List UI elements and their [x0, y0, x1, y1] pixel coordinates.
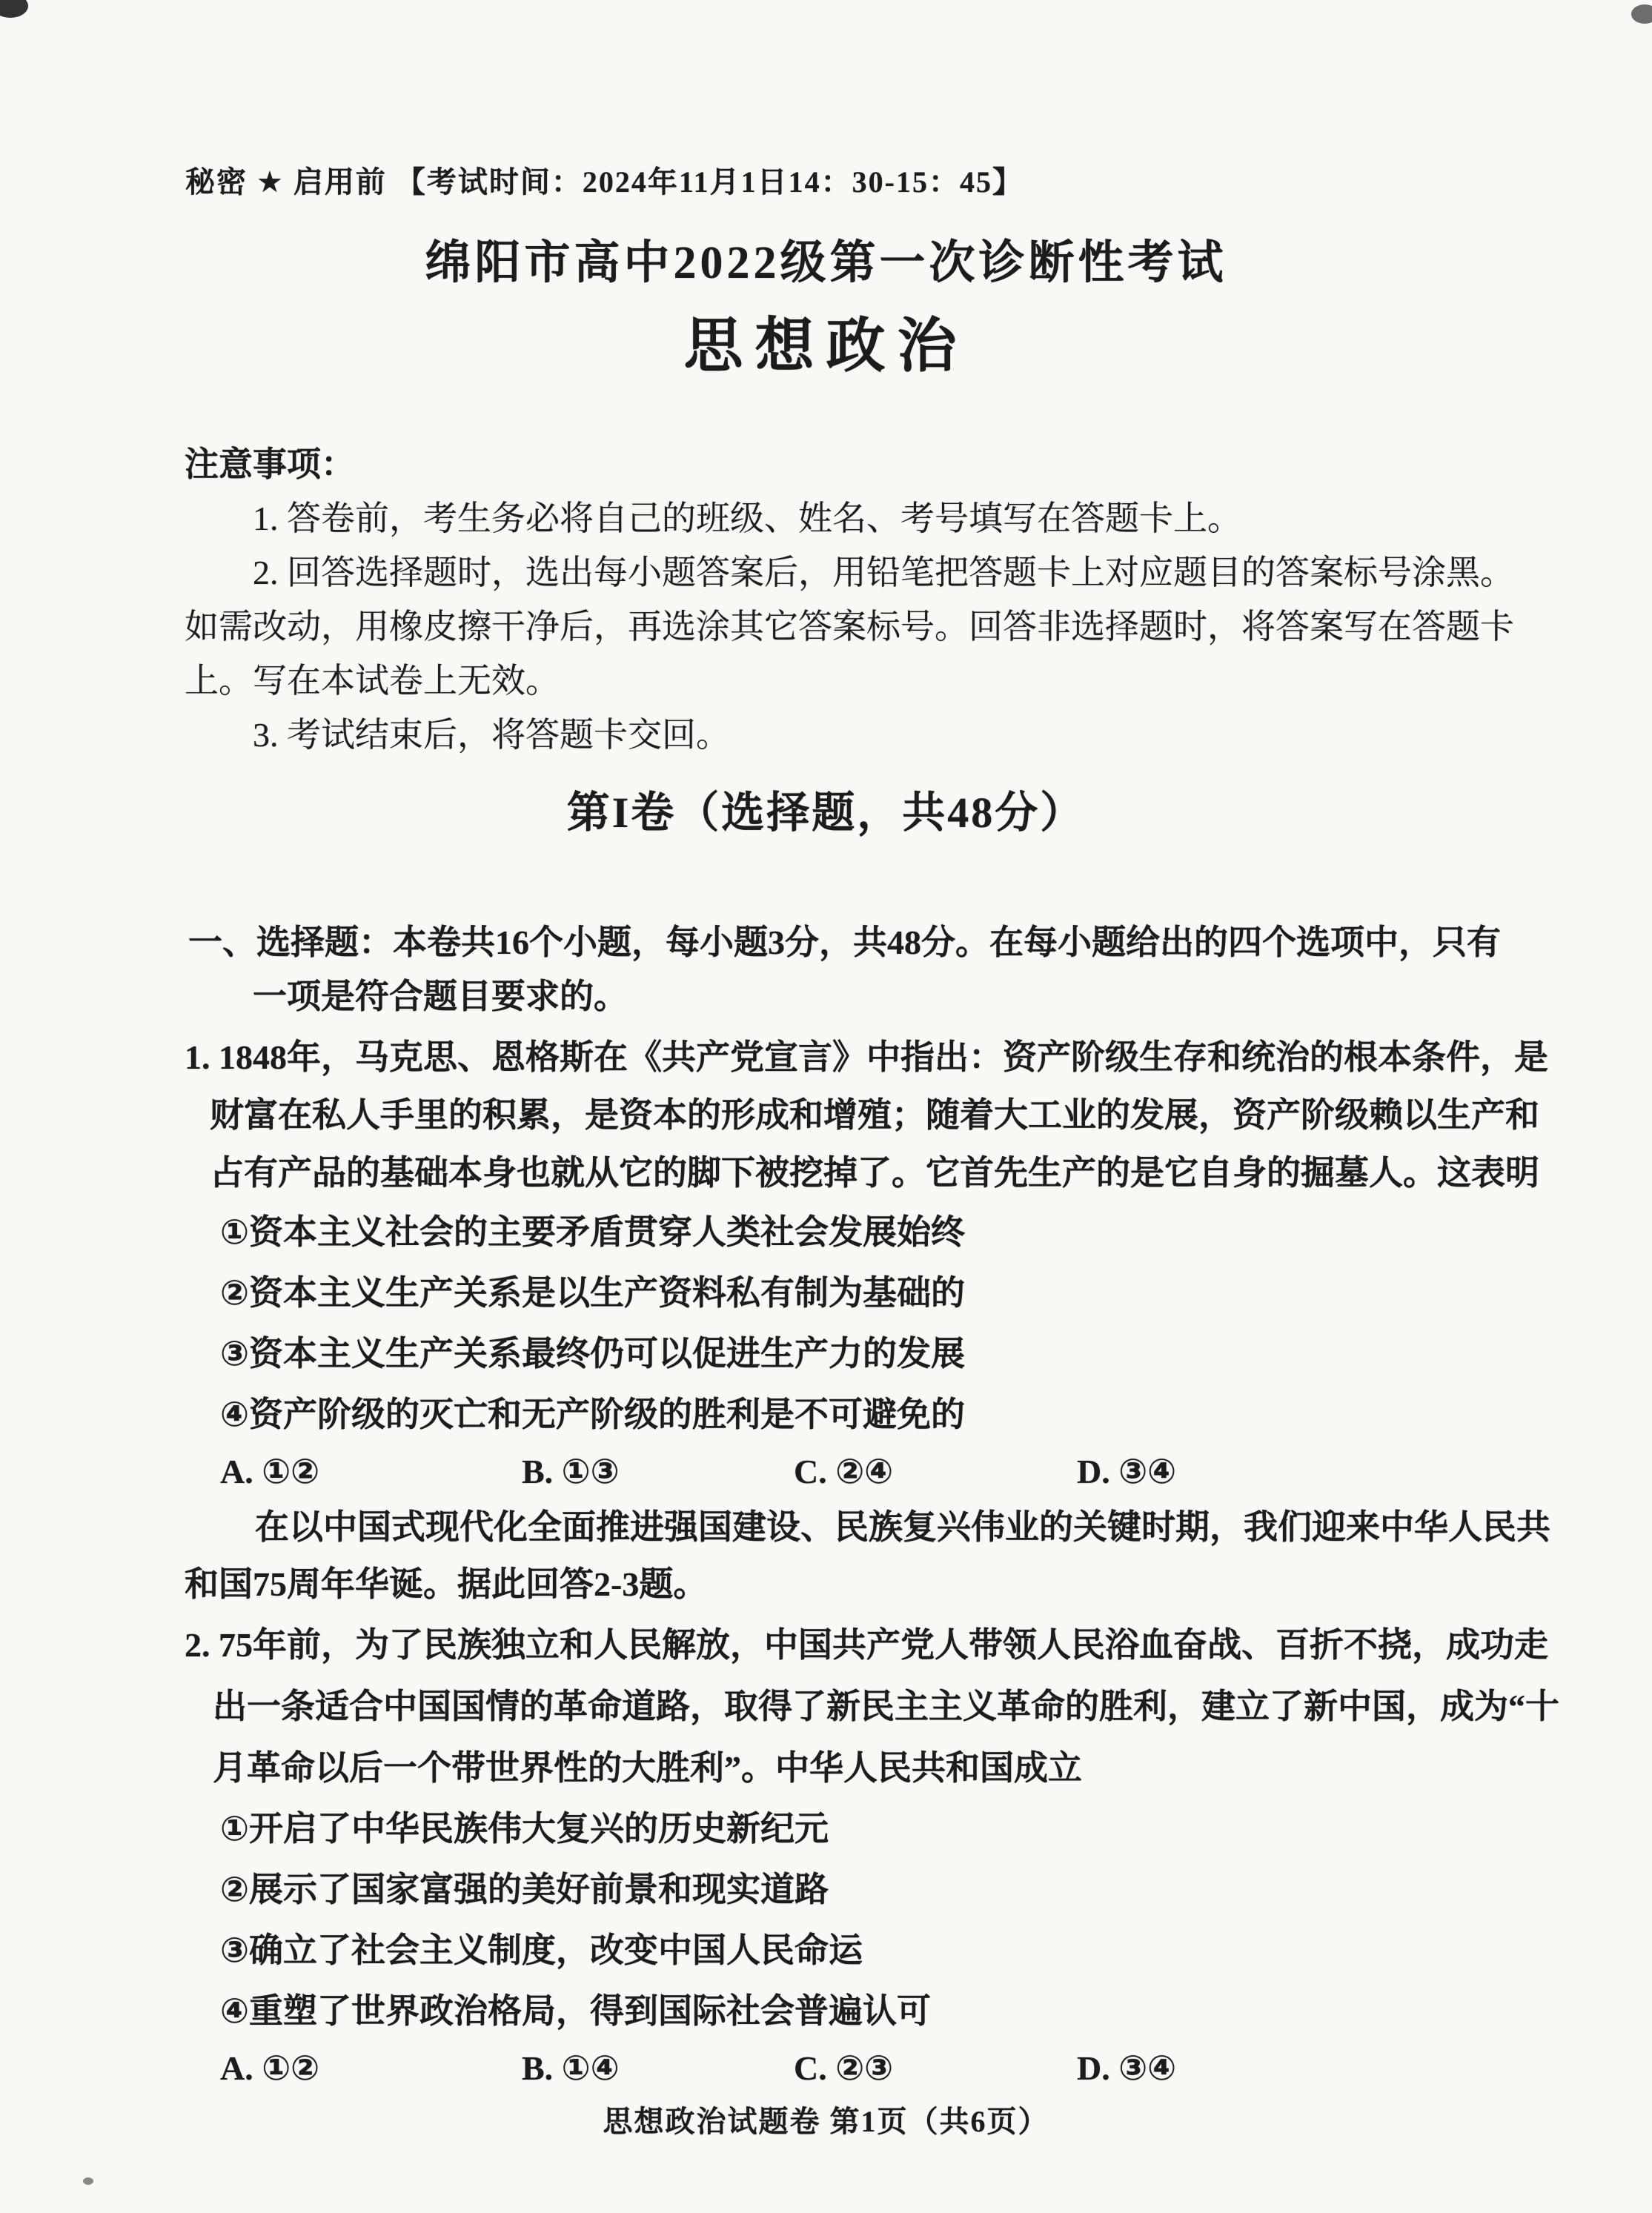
section-1-instruction — [0, 915, 1652, 1023]
notice-item-2-line-3: 上。写在本试卷上无效。 — [185, 662, 560, 700]
notice-heading: 注意事项： — [185, 445, 355, 483]
question-2-stem — [0, 1614, 1652, 1799]
question-1-statement-2: ②资本主义生产关系是以生产资料私有制为基础的 — [220, 1274, 965, 1312]
question-2-option-d: D. ③④ — [1077, 2049, 1177, 2087]
security-classification-line: 秘密 ★ 启用前 【考试时间：2024年11月1日14：30-15：45】 — [185, 165, 1024, 199]
question-2-statement-3: ③确立了社会主义制度，改变中国人民命运 — [220, 1931, 863, 1969]
notice-item-2-line-2: 如需改动，用橡皮擦干净后，再选涂其它答案标号。回答非选择题时，将答案写在答题卡 — [185, 608, 1514, 646]
exam-subject-title: 思想政治 — [683, 314, 969, 379]
question-1-statement-4: ④资产阶级的灭亡和无产阶级的胜利是不可避免的 — [220, 1396, 965, 1433]
question-2-statement-2: ②展示了国家富强的美好前景和现实道路 — [220, 1871, 829, 1908]
scan-artifact-bottom-left — [83, 2177, 93, 2185]
notice-item-1: 1. 答卷前，考生务必将自己的班级、姓名、考号填写在答题卡上。 — [253, 500, 1241, 537]
scan-artifact-top-right — [1631, 4, 1652, 24]
question-1-option-a: A. ①② — [220, 1453, 320, 1490]
shared-stimulus-paragraph — [0, 1499, 1652, 1613]
question-2-option-a: A. ①② — [220, 2049, 320, 2087]
question-1-statement-3: ③资本主义生产关系最终仍可以促进生产力的发展 — [220, 1335, 965, 1373]
notice-item-2-line-1: 2. 回答选择题时，选出每小题答案后，用铅笔把答题卡上对应题目的答案标号涂黑。 — [253, 554, 1514, 591]
question-1-option-c: C. ②④ — [794, 1453, 894, 1490]
question-1-option-b: B. ①③ — [522, 1453, 620, 1490]
question-1-option-d: D. ③④ — [1077, 1453, 1177, 1490]
shared-stimulus-line-1: 在以中国式现代化全面推进强国建设、民族复兴伟业的关键时期，我们迎来中华人民共 — [255, 1508, 1550, 1546]
question-2-option-b: B. ①④ — [522, 2049, 620, 2087]
notice-item-3: 3. 考试结束后，将答题卡交回。 — [253, 716, 730, 754]
page-footer-label: 思想政治试题卷 第1页（共6页） — [603, 2105, 1049, 2138]
notice-section — [0, 437, 1652, 762]
question-2-statement-1: ①开启了中华民族伟大复兴的历史新纪元 — [220, 1810, 829, 1848]
question-1-stem-line-2: 财富在私人手里的积累，是资本的形成和增殖；随着大工业的发展，资产阶级赖以生产和 — [210, 1096, 1539, 1134]
section-1-title: 第I卷（选择题，共48分） — [566, 789, 1086, 837]
question-1-stem-line-1: 1. 1848年，马克思、恩格斯在《共产党宣言》中指出：资产阶级生存和统治的根本条件，是 — [185, 1038, 1548, 1076]
question-2-stem-line-3: 月革命以后一个带世界性的大胜利”。中华人民共和国成立 — [213, 1749, 1082, 1787]
question-2-statements — [0, 1799, 1652, 2042]
instruction-line-2: 一项是符合题目要求的。 — [253, 978, 628, 1015]
question-2-option-c: C. ②③ — [794, 2049, 894, 2087]
instruction-line-1: 一、选择题：本卷共16个小题，每小题3分，共48分。在每小题给出的四个选项中，只有 — [188, 923, 1501, 961]
question-1-stem-line-3: 占有产品的基础本身也就从它的脚下被挖掉了。它首先生产的是它自身的掘墓人。这表明 — [210, 1154, 1539, 1192]
question-1-stem — [0, 1029, 1652, 1202]
exam-title: 绵阳市高中2022级第一次诊断性考试 — [425, 238, 1227, 288]
question-2-statement-4: ④重塑了世界政治格局，得到国际社会普遍认可 — [220, 1992, 931, 2030]
question-1-options-row — [220, 1445, 1652, 1499]
question-2-stem-line-1: 2. 75年前，为了民族独立和人民解放，中国共产党人带领人民浴血奋战、百折不挠，成功走 — [185, 1626, 1548, 1664]
scan-artifact-top-left — [0, 0, 28, 18]
shared-stimulus-line-2: 和国75周年华诞。据此回答2-3题。 — [185, 1565, 708, 1603]
question-2-stem-line-2: 出一条适合中国国情的革命道路，取得了新民主主义革命的胜利，建立了新中国，成为“十 — [213, 1688, 1559, 1725]
question-1-statement-1: ①资本主义社会的主要矛盾贯穿人类社会发展始终 — [220, 1213, 965, 1251]
question-1-statements — [0, 1202, 1652, 1445]
question-2-options-row — [220, 2042, 1652, 2095]
